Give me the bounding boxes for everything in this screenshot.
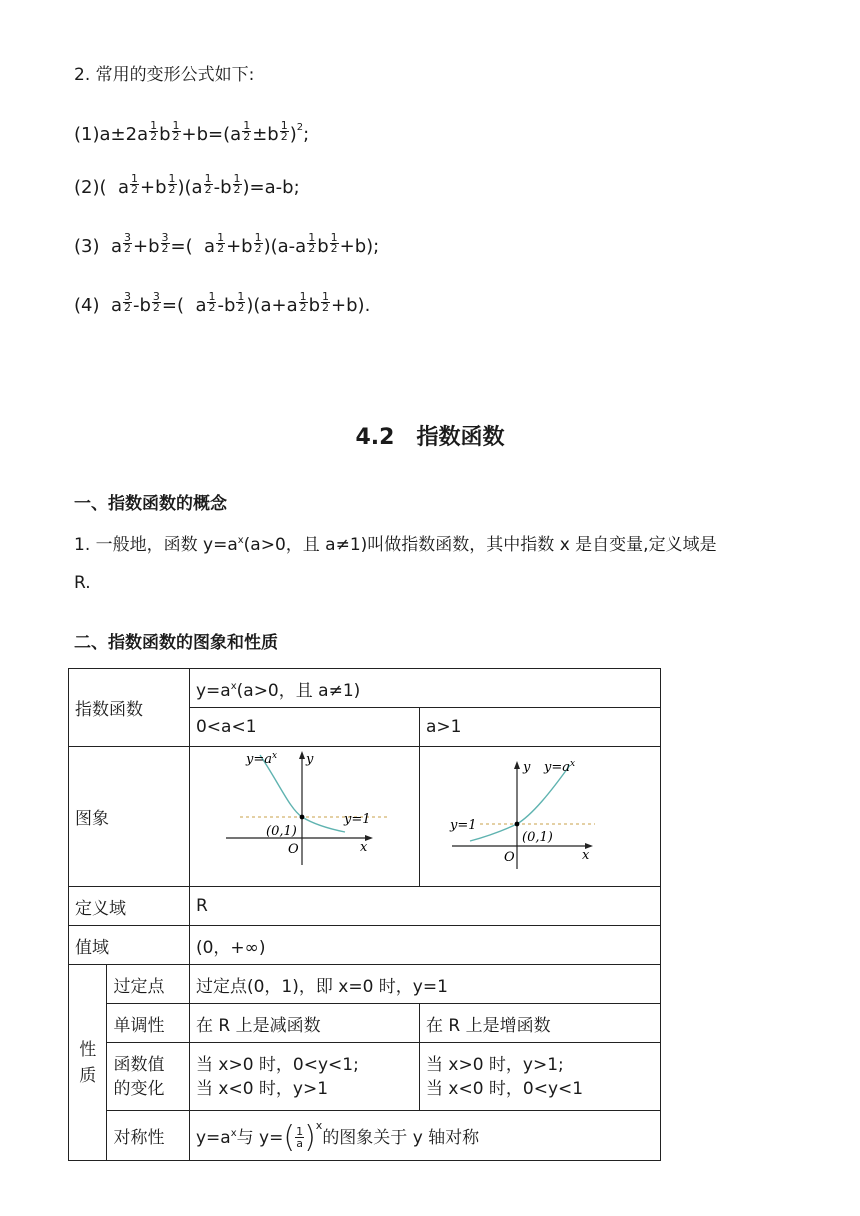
graph-decreasing	[189, 747, 419, 887]
origin-label-right: O	[503, 850, 515, 865]
concept-text-cont: R.	[74, 573, 91, 593]
case-right: a>1	[419, 708, 660, 747]
y-axis-label-right: y	[522, 760, 531, 775]
section-title: 4.2 指数函数	[355, 425, 505, 450]
domain-value: R	[189, 887, 660, 926]
graph-increasing-svg	[420, 747, 660, 881]
concept-heading: 一、指数函数的概念	[74, 494, 227, 514]
formula-1: (1)a±2a $\frac{1}{2}$ b $\frac{1}{2}$ +b=(a $\frac{1}{2}$ ±b $\frac{1}{2}$ )$^2$;	[74, 119, 310, 145]
y-axis-label-left: y	[305, 752, 314, 767]
point-label-right: (0,1)	[521, 830, 553, 845]
line-label-left: y=1	[343, 812, 371, 827]
graph-section-heading: 二、指数函数的图象和性质	[74, 633, 278, 653]
function-definition: $y=a^x(a>0$，且 a≠1)	[189, 669, 660, 708]
label-symmetry: 对称性	[107, 1111, 190, 1161]
curve-label-right: $y=a^x$	[543, 759, 576, 775]
value-change-right: 当 x>0 时，y>1; 当 x<0 时，0<y<1	[419, 1043, 660, 1111]
point-label-left: (0,1)	[265, 824, 297, 839]
label-value-change: 函数值 的变化	[107, 1043, 190, 1111]
value-change-left: 当 x>0 时，0<y<1; 当 x<0 时，y>1	[189, 1043, 419, 1111]
line-label-right: y=1	[449, 818, 477, 833]
row-label-properties: 性质	[69, 965, 107, 1161]
curve-label-left: $y=a^x$	[245, 751, 278, 767]
graph-decreasing-svg	[190, 747, 419, 881]
label-fixed-point: 过定点	[107, 965, 190, 1004]
symmetry-value: $y=a^x$与 y= ( 1 a ) $^x$的图象关于 y 轴对称	[189, 1111, 660, 1161]
formula-3: (3) a $\frac{3}{2}$ +b $\frac{3}{2}$ =( a $\frac{1}{2}$ +b $\frac{1}{2}$ )(a-a $\frac{1}{2}$ b $\frac{1}{2}$ +b);	[74, 231, 380, 257]
range-value: (0，+∞)	[189, 926, 660, 965]
x-axis-label-left: x	[359, 840, 368, 855]
monotonicity-left: 在 R 上是减函数	[189, 1004, 419, 1043]
row-label-range: 值域	[69, 926, 190, 965]
formula-2: (2)( a $\frac{1}{2}$ +b $\frac{1}{2}$ )(a $\frac{1}{2}$ -b $\frac{1}{2}$ )=a-b;	[74, 172, 300, 198]
properties-table	[68, 668, 661, 1161]
formula-4: (4) a $\frac{3}{2}$ -b $\frac{3}{2}$ =( a $\frac{1}{2}$ -b $\frac{1}{2}$ )(a+a $\frac{1}{2}$ b $\frac{1}{2}$ +b).	[74, 290, 371, 316]
monotonicity-right: 在 R 上是增函数	[419, 1004, 660, 1043]
row-label-function: 指数函数	[69, 669, 190, 747]
label-monotonicity: 单调性	[107, 1004, 190, 1043]
x-axis-label-right: x	[581, 848, 590, 863]
origin-label-left: O	[287, 842, 299, 857]
row-label-graph: 图象	[69, 747, 190, 887]
concept-text: 1. 一般地，函数 $y=a^x(a>0$，且 a≠1)叫做指数函数，其中指数 x 是自变量,定义域是	[74, 535, 717, 555]
case-left: 0<a<1	[189, 708, 419, 747]
fixed-point-value: 过定点(0，1)，即 x=0 时，y=1	[189, 965, 660, 1004]
formula-heading: 2. 常用的变形公式如下:	[74, 65, 255, 85]
row-label-domain: 定义域	[69, 887, 190, 926]
graph-increasing	[419, 747, 660, 887]
